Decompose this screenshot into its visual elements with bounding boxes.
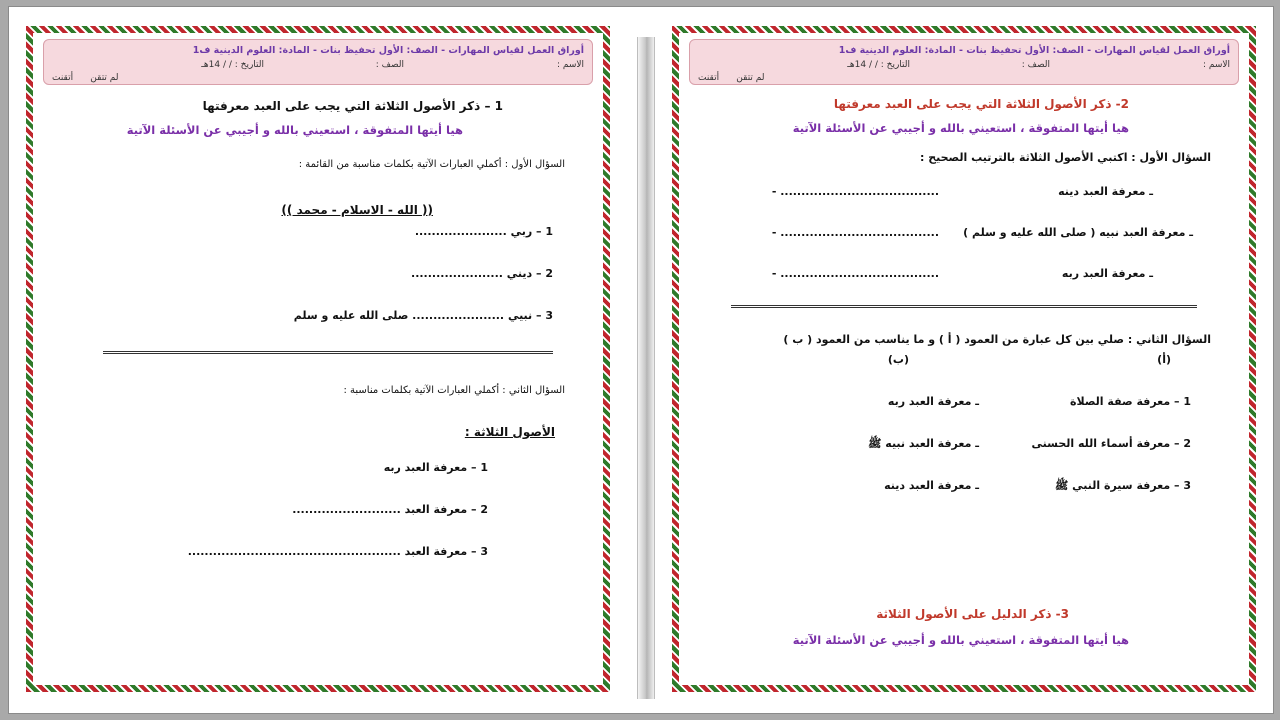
question-1: السؤال الأول : أكملي العبارات الآتية بكلمات مناسبة من القائمة : xyxy=(298,159,565,170)
header-title: أوراق العمل لقياس المهارات - الصف: الأول تحفيظ بنات - المادة: العلوم الدينية ف1 xyxy=(838,45,1230,56)
order-item: ـ معرفة العبد دينه xyxy=(1058,185,1153,198)
mastered-label: أتقنت xyxy=(698,73,720,83)
worksheet-header xyxy=(689,39,1239,85)
section-3-subtitle: هيا أيتها المتفوقة ، استعيني بالله و أجيبي عن الأسئلة الآتية xyxy=(792,633,1129,647)
header-fields xyxy=(698,60,1230,72)
not-mastered-label: لم تتقن xyxy=(736,73,765,83)
question-1: السؤال الأول : اكتبي الأصول الثلاثة بالترتيب الصحيح : xyxy=(919,151,1211,164)
section-subtitle: هيا أيتها المتفوقة ، استعيني بالله و أجيبي عن الأسئلة الآتية xyxy=(126,123,463,137)
worksheet-header xyxy=(43,39,593,85)
section-3-title: 3- ذكر الدليل على الأصول الثلاثة xyxy=(876,607,1069,621)
class-label: الصف : xyxy=(1021,60,1050,70)
column-b-label: (ب) xyxy=(887,353,909,366)
separator-line xyxy=(103,351,553,354)
fill-item: 2 – ديني ...................... xyxy=(411,267,553,280)
worksheet-left xyxy=(26,26,610,692)
order-item: ـ معرفة العبد ربه xyxy=(1061,267,1153,280)
question-2: السؤال الثاني : صلي بين كل عبارة من العمود ( أ ) و ما يناسب من العمود ( ب ) xyxy=(783,333,1211,346)
word-bank: (( الله - الاسلام - محمد )) xyxy=(281,203,433,217)
date-label: التاريخ : / / 14هـ xyxy=(201,60,264,70)
match-item-b: ـ معرفة العبد نبيه ﷺ xyxy=(868,437,979,450)
assessment-options xyxy=(698,73,765,83)
mastered-label: أتقنت xyxy=(52,73,74,83)
page-gutter xyxy=(637,37,655,699)
principle-item: 3 – معرفة العبد ................................................... xyxy=(187,545,488,558)
date-label: التاريخ : / / 14هـ xyxy=(847,60,910,70)
class-label: الصف : xyxy=(375,60,404,70)
name-label: الاسم : xyxy=(1202,60,1230,70)
header-fields xyxy=(52,60,584,72)
match-item-a: 3 – معرفة سيرة النبي ﷺ xyxy=(1055,479,1191,492)
section-subtitle: هيا أيتها المتفوقة ، استعيني بالله و أجيبي عن الأسئلة الآتية xyxy=(792,121,1129,135)
separator-line xyxy=(731,305,1197,308)
principle-item: 1 – معرفة العبد ربه xyxy=(383,461,488,474)
column-a-label: (أ) xyxy=(1157,353,1171,366)
principle-item: 2 – معرفة العبد .......................... xyxy=(292,503,488,516)
match-item-a: 1 – معرفة صفة الصلاة xyxy=(1069,395,1191,408)
answer-line: ...................................... - xyxy=(771,267,939,280)
worksheet-right xyxy=(672,26,1256,692)
order-item: ـ معرفة العبد نبيه ( صلى الله عليه و سلم ) xyxy=(963,226,1193,239)
question-2: السؤال الثاني : أكملي العبارات الآتية بكلمات مناسبة : xyxy=(343,385,565,396)
answer-line: ...................................... - xyxy=(771,185,939,198)
match-item-b: ـ معرفة العبد دينه xyxy=(884,479,979,492)
match-item-b: ـ معرفة العبد ربه xyxy=(887,395,979,408)
section-title: 2- ذكر الأصول الثلاثة التي يجب على العبد معرفتها xyxy=(833,97,1129,111)
section-title: 1 – ذكر الأصول الثلاثة التي يجب على العبد معرفتها xyxy=(202,99,503,113)
match-item-a: 2 – معرفة أسماء الله الحسنى xyxy=(1031,437,1191,450)
name-label: الاسم : xyxy=(556,60,584,70)
fill-item: 1 – ربي ...................... xyxy=(414,225,553,238)
fill-item: 3 – نبيي ...................... صلى الله عليه و سلم xyxy=(293,309,553,322)
header-title: أوراق العمل لقياس المهارات - الصف: الأول تحفيظ بنات - المادة: العلوم الدينية ف1 xyxy=(192,45,584,56)
not-mastered-label: لم تتقن xyxy=(90,73,119,83)
heading-three-principles: الأصول الثلاثة : xyxy=(464,425,555,439)
answer-line: ...................................... - xyxy=(771,226,939,239)
assessment-options xyxy=(52,73,119,83)
